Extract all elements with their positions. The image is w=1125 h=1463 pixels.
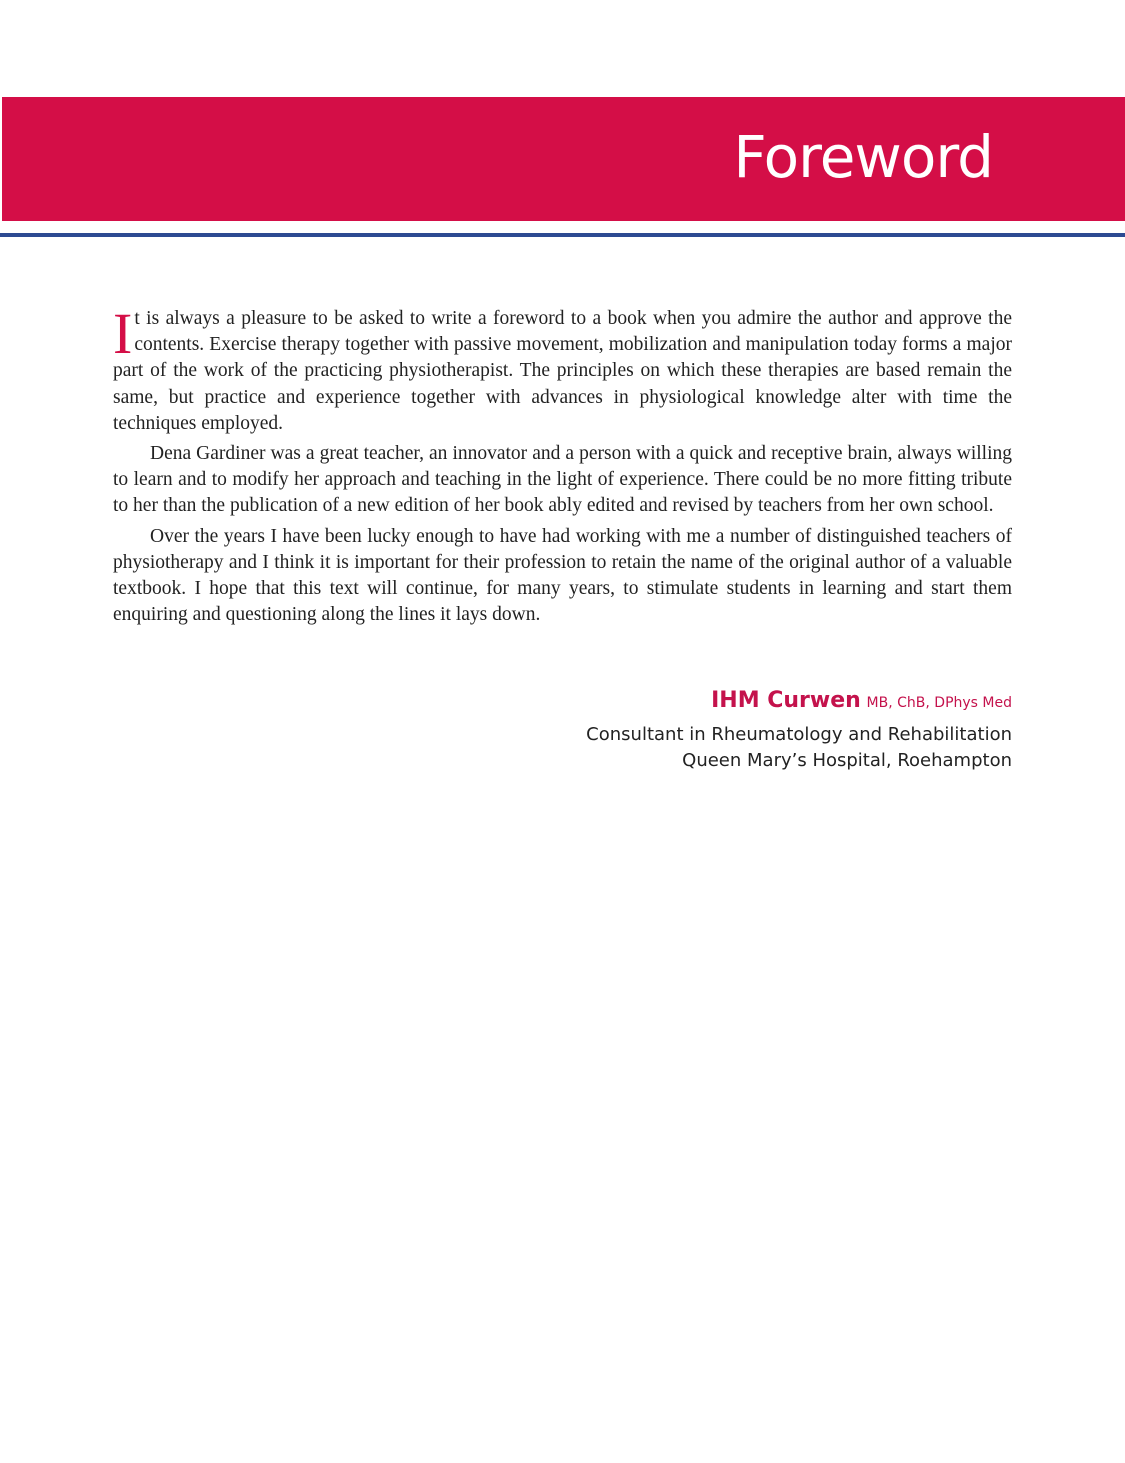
author-position: Consultant in Rheumatology and Rehabilitation bbox=[586, 724, 1012, 745]
paragraph-3: Over the years I have been lucky enough to have had working with me a number of distinguished teachers of physiotherapy and I think it is important for their profession to retain the name of the original author of a valuable textbook. I hope that this text will continue, for many years, to stimulate students in learning and start them enquiring and questioning along the lines it lays down. bbox=[113, 525, 1012, 626]
paragraph-1 bbox=[113, 301, 1012, 437]
title-banner bbox=[2, 97, 1125, 221]
paragraph-2: Dena Gardiner was a great teacher, an innovator and a person with a quick and receptive brain, always willing to learn and to modify her approach and teaching in the light of experience. There could be no more fitting tribute to her than the publication of a new edition of her book ably edited and revised by teachers from her own school. bbox=[113, 443, 1012, 517]
drop-cap: I bbox=[113, 301, 133, 366]
page-title: Foreword bbox=[733, 123, 993, 191]
author-credentials: MB, ChB, DPhys Med bbox=[866, 695, 1012, 711]
paragraph-1-text: t is always a pleasure to be asked to write a foreword to a book when you admire the author and approve the contents. Exercise therapy together with passive movement, mobilization and manipulation today forms a major part of the work of the practicing physiotherapist. The principles on which these therapies are based remain the same, but practice and experience together with advances in physiological knowledge alter with time the techniques employed. bbox=[113, 308, 1012, 434]
signature-block bbox=[586, 688, 1012, 774]
author-name: IHM Curwen bbox=[711, 688, 861, 713]
author-institution: Queen Mary’s Hospital, Roehampton bbox=[682, 750, 1012, 771]
foreword-body bbox=[113, 301, 1012, 632]
divider-rule bbox=[0, 233, 1125, 237]
